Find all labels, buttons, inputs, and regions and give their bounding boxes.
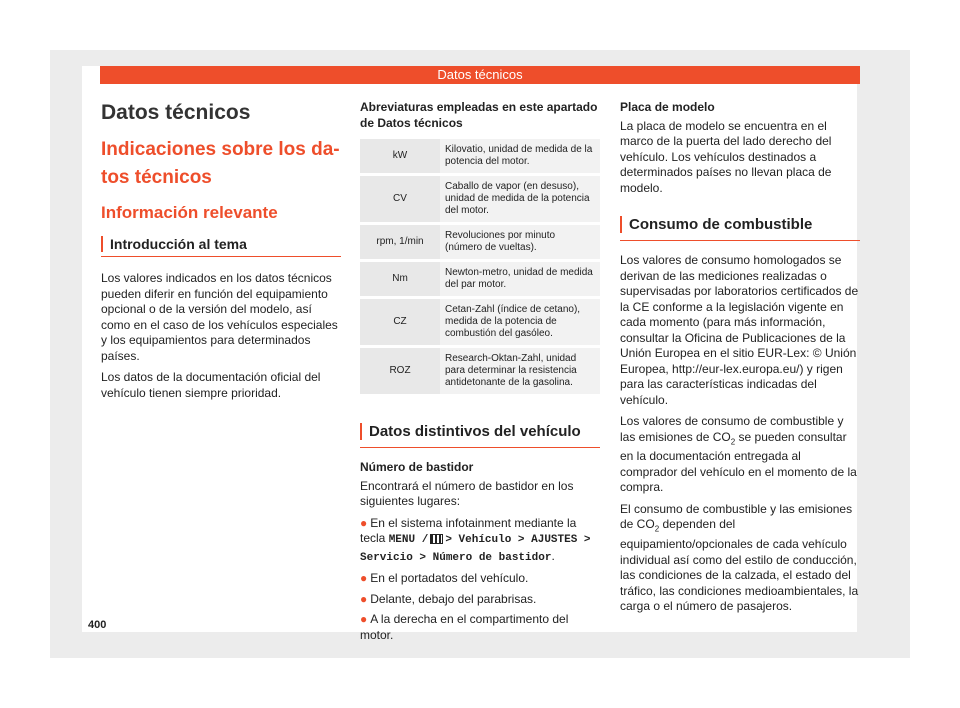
vin-intro: Encontrará el número de bastidor en los siguientes lugares: (360, 478, 574, 508)
section-title-indicaciones (101, 136, 341, 192)
table-row (360, 261, 600, 298)
apps-grid-icon (430, 534, 443, 544)
subscript: 2 (730, 436, 736, 446)
description-cell: Cetan-Zahl (índice de cetano), medida de la potencia de combustión del gasóleo. (440, 298, 600, 347)
table-row (360, 347, 600, 396)
list-item-text: A la derecha en el compartimento del motor. (360, 612, 569, 642)
abbreviations-table (360, 139, 600, 397)
topic-heading-text: Introducción al tema (101, 236, 341, 252)
paragraph-placa: La placa de modelo se encuentra en el marco de la puerta del lado derecho del vehículo. Los vehículos destinados a determinados países no llevan placa de modelo. (620, 118, 832, 195)
text-part: El consumo de combustible y las emisiones de CO (620, 501, 853, 532)
text-part: se pueden consultar en la documentación entregada al comprador del vehículo en el momento de la compra. (620, 429, 857, 495)
paragraph-valores: Los valores indicados en los datos técnicos pueden diferir en función del equipamiento opcional o de la versión del modelo, así como en el caso de los vehículos especiales y los equipamientos para determinados países. (101, 271, 338, 363)
table-row (360, 298, 600, 347)
section-title-line2: tos técnicos (101, 167, 212, 188)
paragraph-co2-documentacion (620, 414, 860, 496)
chapter-title: Datos técnicos (437, 67, 523, 82)
model-plate-heading: Placa de modelo (620, 100, 715, 114)
abbreviations-heading: Abreviaturas empleadas en este apartado de Datos técnicos (360, 100, 598, 130)
topic-heading-text: Datos distintivos del vehículo (360, 423, 600, 440)
topic-heading-consumo (620, 216, 860, 241)
abbreviation-cell: Nm (360, 261, 440, 298)
page-number: 400 (88, 619, 107, 631)
bullet-icon: ● (360, 515, 368, 530)
menu-key-label: MENU / (388, 534, 429, 546)
column-left (101, 100, 341, 401)
vin-heading: Número de bastidor (360, 460, 474, 474)
list-item-text: En el sistema infotainment mediante la tecla (360, 515, 577, 545)
subsection-title-informacion: Información relevante (101, 203, 278, 222)
list-item (360, 516, 600, 567)
list-item (360, 612, 600, 643)
text-part: Los valores de consumo de combustible y las emisiones de CO (620, 414, 844, 444)
subscript: 2 (654, 524, 660, 534)
column-right (620, 100, 860, 615)
vin-locations-list (360, 516, 600, 644)
topic-heading-text: Consumo de combustible (620, 216, 860, 233)
abbreviation-cell: rpm, 1/min (360, 224, 440, 261)
description-cell: Kilovatio, unidad de medida de la potencia del motor. (440, 139, 600, 175)
abbreviation-cell: CV (360, 175, 440, 224)
table-row (360, 175, 600, 224)
description-cell: Research-Oktan-Zahl, unidad para determinar la resistencia antidetonante de la gasolina. (440, 347, 600, 396)
chapter-header (100, 66, 860, 84)
text-part: dependen del equipamiento/opcionales de cada vehículo individual así como del estilo de conducción, las condiciones de la calzada, el estado del tráfico, las condiciones medioambientales, la carga o el número de pasajeros. (620, 517, 859, 614)
topic-heading-datos-distintivos (360, 423, 600, 448)
paragraph-co2-factores (620, 502, 860, 615)
paragraph-consumo-homologado: Los valores de consumo homologados se derivan de las mediciones realizadas o supervisadas por laboratorios certificados de la CE conforme a la legislación vigente en cada momento (para más información, consultar la Oficina de Publicaciones de la Unión Europea en el sitio EUR-Lex: © Unión Europea, http://eur-lex.europa.eu/) y rigen para las características indicadas del vehículo. (620, 253, 859, 407)
section-title-line1: Indicaciones sobre los da- (101, 139, 340, 160)
abbreviation-cell: kW (360, 139, 440, 175)
page-title: Datos técnicos (101, 101, 251, 124)
bullet-icon: ● (360, 591, 368, 606)
description-cell: Caballo de vapor (en desuso), unidad de medida de la potencia del motor. (440, 175, 600, 224)
abbreviation-cell: CZ (360, 298, 440, 347)
abbreviation-cell: ROZ (360, 347, 440, 396)
description-cell: Revoluciones por minuto (número de vueltas). (440, 224, 600, 261)
description-cell: Newton-metro, unidad de medida del par motor. (440, 261, 600, 298)
list-item (360, 592, 600, 608)
bullet-icon: ● (360, 612, 368, 626)
bullet-icon: ● (360, 571, 368, 585)
table-row (360, 224, 600, 261)
list-item (360, 571, 600, 587)
menu-path: > Vehículo > AJUSTES > Servicio > Número de bastidor (360, 534, 591, 564)
list-item-text: Delante, debajo del parabrisas. (370, 591, 537, 606)
table-row (360, 139, 600, 175)
column-middle (360, 100, 600, 643)
list-item-end: . (551, 548, 555, 563)
list-item-text: En el portadatos del vehículo. (370, 571, 529, 585)
topic-heading-introduccion (101, 236, 341, 257)
paragraph-documentacion: Los datos de la documentación oficial del vehículo tienen siempre prioridad. (101, 370, 321, 400)
